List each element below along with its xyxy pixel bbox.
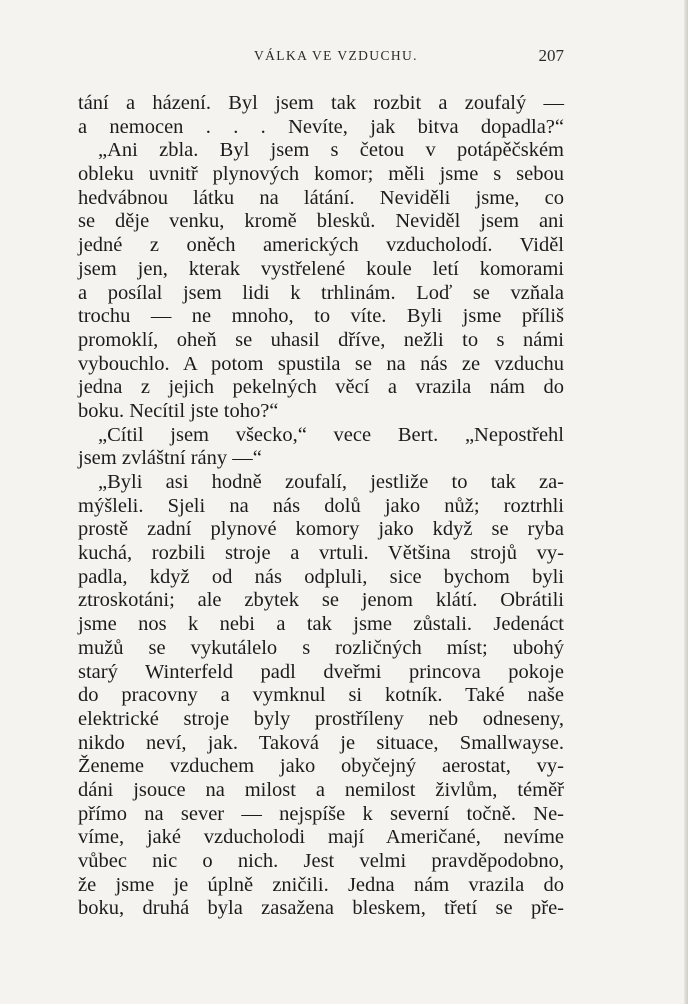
text-line: elektrické stroje byly prostříleny neb odneseny,	[78, 707, 564, 730]
page-edge-shadow	[684, 0, 688, 1004]
text-line: hedvábnou látku na látání. Neviděli jsme, co	[78, 186, 564, 209]
text-line: jsem jen, kterak vystřelené koule letí komorami	[78, 257, 564, 280]
text-line: jsme nos k nebi a tak jsme zůstali. Jedenáct	[78, 613, 564, 636]
text-line: jsem zvláštní rány —“	[78, 447, 262, 470]
text-line: víme, jaké vzducholodi mají Američané, nevíme	[78, 826, 564, 849]
text-line: promoklí, oheň se uhasil dříve, nežli to s námi	[78, 328, 564, 351]
text-line: boku. Necítil jste toho?“	[78, 399, 279, 422]
body-text	[78, 92, 564, 921]
text-line: prostě zadní plynové komory jako když se ryba	[78, 518, 564, 541]
text-line: tání a házení. Byl jsem tak rozbit a zoufalý —	[78, 92, 564, 114]
text-line: kuchá, rozbili stroje a vrtuli. Většina strojů vy-	[78, 542, 564, 565]
text-line: že jsme je úplně zničili. Jedna nám vrazila do	[78, 873, 564, 896]
text-line: vybouchlo. A potom spustila se na nás ze vzduchu	[78, 352, 564, 375]
text-line: mužů se vykutálelo s rozličných míst; ubohý	[78, 636, 564, 659]
text-line: „Byli asi hodně zoufalí, jestliže to tak za-	[98, 471, 564, 493]
text-line: mýšleli. Sjeli na nás dolů jako nůž; roztrhli	[78, 494, 564, 517]
text-line: boku, druhá byla zasažena bleskem, třetí se pře-	[78, 897, 564, 920]
text-line: „Cítil jsem všecko,“ vece Bert. „Nepostřehl	[98, 423, 564, 446]
text-line: „Ani zbla. Byl jsem s četou v potápěčském	[98, 139, 564, 162]
text-line: ztroskotáni; ale zbytek se jenom klátí. Obrátili	[78, 589, 564, 612]
text-line: a nemocen . . . Nevíte, jak bitva dopadla?“	[78, 115, 564, 138]
text-line: nikdo neví, jak. Taková je situace, Smallwayse.	[78, 731, 564, 754]
text-line: padla, když od nás odpluli, sice bychom byli	[78, 565, 564, 588]
running-title: VÁLKA VE VZDUCHU.	[254, 48, 418, 63]
text-line: trochu — ne mnoho, to víte. Byli jsme příliš	[78, 305, 564, 328]
text-line: se děje venku, kromě blesků. Neviděl jsem ani	[78, 210, 564, 233]
text-line: jedna z jejich pekelných věcí a vrazila nám do	[78, 376, 564, 399]
text-line: obleku uvnitř plynových komor; měli jsme s sebou	[78, 163, 564, 186]
text-line: přímo na sever — nejspíše k severní točně. Ne-	[78, 802, 564, 825]
page-number: 207	[538, 46, 564, 65]
page-header	[78, 46, 564, 68]
text-line: vůbec nic o nich. Jest velmi pravděpodobno,	[78, 850, 564, 872]
text-line: Ženeme vzduchem jako obyčejný aerostat, vy-	[78, 755, 564, 778]
text-line: do pracovny a vymknul si kotník. Také naše	[78, 684, 564, 707]
text-line: jedné z oněch amerických vzducholodí. Viděl	[78, 234, 564, 257]
text-line: starý Winterfeld padl dveřmi princova pokoje	[78, 660, 564, 683]
text-line: a posílal jsem lidi k trhlinám. Loď se vzňala	[78, 281, 564, 304]
text-line: dáni jsouce na milost a nemilost živlům, téměř	[78, 778, 564, 801]
